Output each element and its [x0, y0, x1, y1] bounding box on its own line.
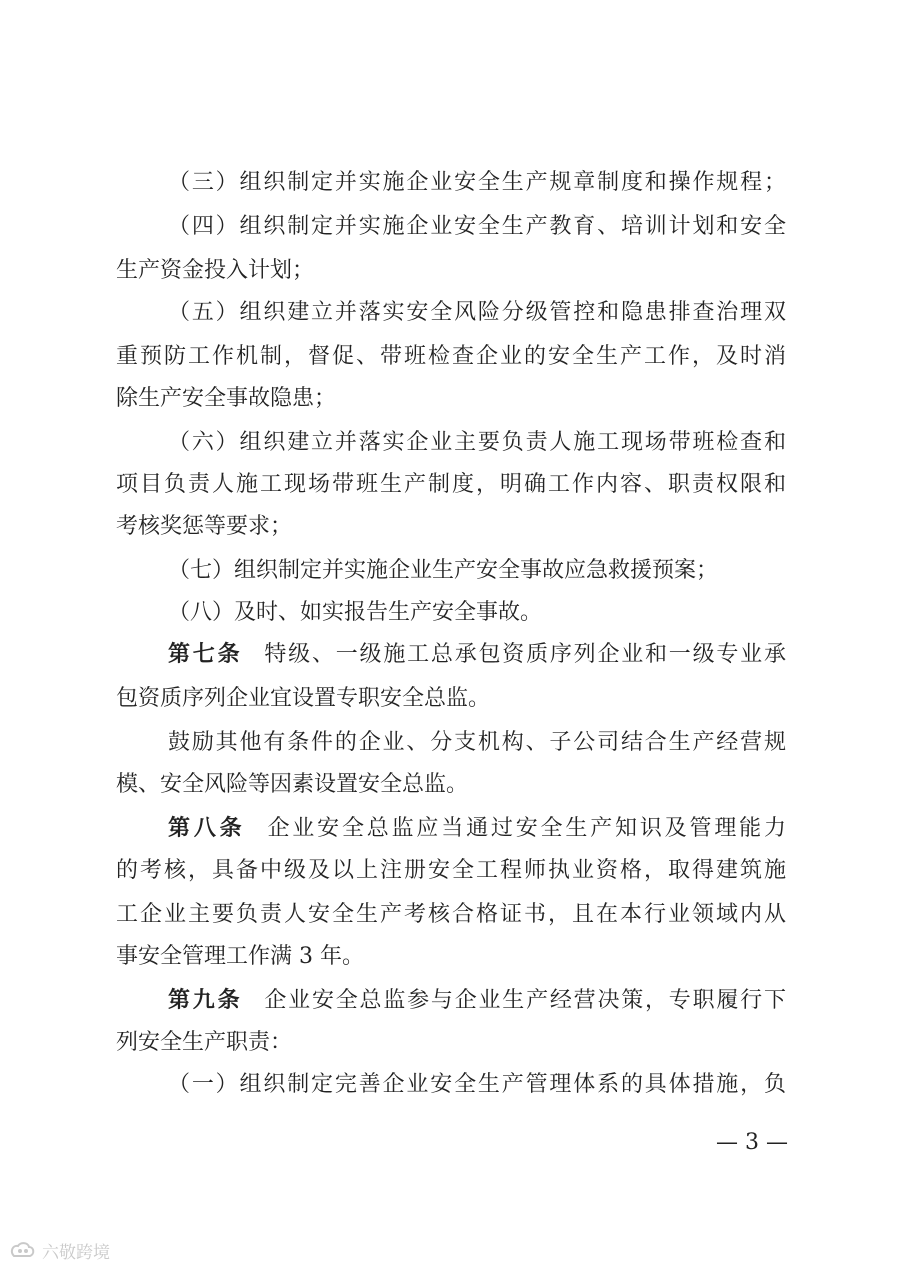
text-line: 除生产安全事故隐患； — [116, 386, 337, 411]
watermark — [8, 1238, 110, 1263]
article-line — [168, 640, 786, 670]
watermark-text: 六敬跨境 — [42, 1243, 110, 1263]
text-line: （四）组织制定并实施企业安全生产教育、培训计划和安全 — [168, 214, 786, 239]
text-line: 项目负责人施工现场带班生产制度，明确工作内容、职责权限和 — [116, 472, 786, 497]
text-line: 的考核，具备中级及以上注册安全工程师执业资格，取得建筑施 — [116, 858, 786, 883]
text-line: （一）组织制定完善企业安全生产管理体系的具体措施，负 — [168, 1072, 786, 1097]
text-line: 模、安全风险等因素设置安全总监。 — [116, 772, 469, 797]
text-line: 列安全生产职责： — [116, 1030, 293, 1055]
text-line: 重预防工作机制，督促、带班检查企业的安全生产工作，及时消 — [116, 344, 786, 369]
page-number: — 3 — — [716, 1130, 788, 1155]
text-line: 考核奖惩等要求； — [116, 514, 293, 539]
text-line: 包资质序列企业宜设置专职安全总监。 — [116, 686, 491, 711]
text-line: 特级、一级施工总承包资质序列企业和一级专业承 — [264, 642, 786, 667]
watermark-logo-icon — [8, 1240, 36, 1262]
text-line: 企业安全总监应当通过安全生产知识及管理能力 — [267, 816, 786, 841]
text-line: 鼓励其他有条件的企业、分支机构、子公司结合生产经营规 — [168, 730, 786, 755]
text-line: 生产资金投入计划； — [116, 258, 315, 283]
text-line: （六）组织建立并落实企业主要负责人施工现场带班检查和 — [168, 430, 786, 455]
text-line: 事安全管理工作满 3 年。 — [116, 944, 364, 969]
article-heading: 第八条 — [168, 816, 246, 841]
article-heading: 第九条 — [168, 988, 243, 1013]
text-line: （五）组织建立并落实安全风险分级管控和隐患排查治理双 — [168, 300, 786, 325]
text-line: （八）及时、如实报告生产安全事故。 — [168, 600, 543, 625]
text-line: 工企业主要负责人安全生产考核合格证书，且在本行业领域内从 — [116, 902, 786, 927]
text-line: （七）组织制定并实施企业生产安全事故应急救援预案； — [168, 558, 719, 583]
article-line — [168, 986, 786, 1016]
article-line — [168, 814, 786, 844]
text-line: 企业安全总监参与企业生产经营决策，专职履行下 — [264, 988, 786, 1013]
article-heading: 第七条 — [168, 642, 243, 667]
text-line: （三）组织制定并实施企业安全生产规章制度和操作规程； — [168, 170, 786, 195]
